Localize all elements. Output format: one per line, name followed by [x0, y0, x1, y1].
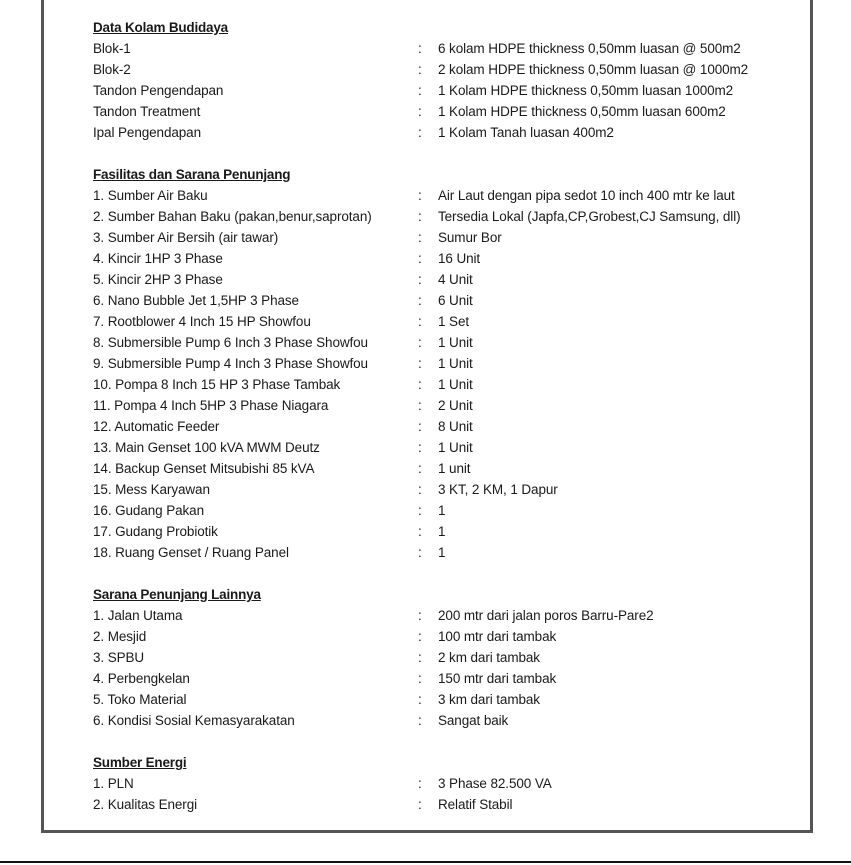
item-separator: :	[418, 776, 422, 791]
item-label: 2. Sumber Bahan Baku (pakan,benur,saprotan)	[93, 209, 372, 224]
item-value: 3 KT, 2 KM, 1 Dapur	[438, 482, 558, 497]
item-value: 1 Unit	[438, 377, 473, 392]
item-separator: :	[418, 608, 422, 623]
item-label: 6. Nano Bubble Jet 1,5HP 3 Phase	[93, 293, 299, 308]
document-content	[93, 17, 793, 836]
item-label: 13. Main Genset 100 kVA MWM Deutz	[93, 440, 320, 455]
item-value: 200 mtr dari jalan poros Barru-Pare2	[438, 608, 654, 623]
item-value: 1	[438, 524, 446, 539]
item-separator: :	[418, 272, 422, 287]
section-sarana-penunjang-lainnya	[93, 584, 793, 731]
item-separator: :	[418, 293, 422, 308]
list-item	[93, 290, 793, 311]
item-label: 7. Rootblower 4 Inch 15 HP Showfou	[93, 314, 311, 329]
page-divider	[0, 861, 851, 863]
item-label: 1. Jalan Utama	[93, 608, 183, 623]
item-separator: :	[418, 545, 422, 560]
item-value: Sangat baik	[438, 713, 509, 728]
section-heading: Sumber Energi	[93, 755, 187, 770]
list-item	[93, 668, 793, 689]
item-label: 14. Backup Genset Mitsubishi 85 kVA	[93, 461, 315, 476]
list-item	[93, 269, 793, 290]
item-label: 8. Submersible Pump 6 Inch 3 Phase Showfou	[93, 335, 368, 350]
list-item	[93, 689, 793, 710]
section-sumber-energi	[93, 752, 793, 815]
item-label: 5. Kincir 2HP 3 Phase	[93, 272, 223, 287]
item-value: 1 Kolam HDPE thickness 0,50mm luasan 600m2	[438, 104, 726, 119]
item-value: 3 km dari tambak	[438, 692, 540, 707]
item-value: 100 mtr dari tambak	[438, 629, 557, 644]
list-item	[93, 185, 793, 206]
item-label: 1. Sumber Air Baku	[93, 188, 208, 203]
list-item	[93, 710, 793, 731]
list-item	[93, 626, 793, 647]
item-value: Sumur Bor	[438, 230, 502, 245]
item-value: 8 Unit	[438, 419, 473, 434]
list-item	[93, 647, 793, 668]
item-label: 9. Submersible Pump 4 Inch 3 Phase Showfou	[93, 356, 368, 371]
item-label: 15. Mess Karyawan	[93, 482, 210, 497]
item-separator: :	[418, 461, 422, 476]
list-item	[93, 500, 793, 521]
item-value: 6 Unit	[438, 293, 473, 308]
item-label: 2. Mesjid	[93, 629, 147, 644]
item-value: 1 unit	[438, 461, 471, 476]
item-separator: :	[418, 650, 422, 665]
list-item	[93, 437, 793, 458]
section-heading: Data Kolam Budidaya	[93, 20, 228, 35]
section-data-kolam-budidaya	[93, 17, 793, 143]
item-separator: :	[418, 62, 422, 77]
item-label: 17. Gudang Probiotik	[93, 524, 218, 539]
item-label: 10. Pompa 8 Inch 15 HP 3 Phase Tambak	[93, 377, 341, 392]
item-value: Relatif Stabil	[438, 797, 513, 812]
item-separator: :	[418, 83, 422, 98]
list-item	[93, 479, 793, 500]
item-label: Ipal Pengendapan	[93, 125, 202, 140]
list-item	[93, 605, 793, 626]
item-value: 6 kolam HDPE thickness 0,50mm luasan @ 500m2	[438, 41, 741, 56]
item-separator: :	[418, 251, 422, 266]
item-separator: :	[418, 125, 422, 140]
section-heading: Fasilitas dan Sarana Penunjang	[93, 167, 291, 182]
item-value: 1 Kolam Tanah luasan 400m2	[438, 125, 614, 140]
item-value: 2 kolam HDPE thickness 0,50mm luasan @ 1000m2	[438, 62, 749, 77]
item-value: 1 Set	[438, 314, 470, 329]
item-value: 2 Unit	[438, 398, 473, 413]
list-item	[93, 101, 793, 122]
list-item	[93, 458, 793, 479]
item-label: Tandon Treatment	[93, 104, 201, 119]
list-item	[93, 59, 793, 80]
item-separator: :	[418, 797, 422, 812]
list-item	[93, 80, 793, 101]
item-separator: :	[418, 524, 422, 539]
item-separator: :	[418, 41, 422, 56]
item-label: 2. Kualitas Energi	[93, 797, 198, 812]
list-item	[93, 122, 793, 143]
list-item	[93, 227, 793, 248]
item-label: Blok-2	[93, 62, 131, 77]
item-label: 11. Pompa 4 Inch 5HP 3 Phase Niagara	[93, 398, 329, 413]
item-separator: :	[418, 356, 422, 371]
item-label: 6. Kondisi Sosial Kemasyarakatan	[93, 713, 295, 728]
item-separator: :	[418, 482, 422, 497]
item-label: 4. Kincir 1HP 3 Phase	[93, 251, 223, 266]
item-value: Tersedia Lokal (Japfa,CP,Grobest,CJ Samsung, dll)	[438, 209, 741, 224]
item-separator: :	[418, 209, 422, 224]
item-separator: :	[418, 377, 422, 392]
item-label: 1. PLN	[93, 776, 134, 791]
item-value: Air Laut dengan pipa sedot 10 inch 400 mtr ke laut	[438, 188, 735, 203]
item-label: 4. Perbengkelan	[93, 671, 190, 686]
item-label: 5. Toko Material	[93, 692, 187, 707]
list-item	[93, 521, 793, 542]
item-separator: :	[418, 335, 422, 350]
item-separator: :	[418, 692, 422, 707]
section-fasilitas-sarana-penunjang	[93, 164, 793, 563]
item-label: 3. Sumber Air Bersih (air tawar)	[93, 230, 279, 245]
list-item	[93, 395, 793, 416]
item-value: 3 Phase 82.500 VA	[438, 776, 552, 791]
list-item	[93, 542, 793, 563]
item-separator: :	[418, 713, 422, 728]
item-value: 1 Kolam HDPE thickness 0,50mm luasan 1000m2	[438, 83, 734, 98]
item-label: Tandon Pengendapan	[93, 83, 224, 98]
list-item	[93, 416, 793, 437]
item-separator: :	[418, 629, 422, 644]
item-separator: :	[418, 671, 422, 686]
item-value: 4 Unit	[438, 272, 473, 287]
item-label: 3. SPBU	[93, 650, 145, 665]
list-item	[93, 794, 793, 815]
item-separator: :	[418, 398, 422, 413]
list-item	[93, 332, 793, 353]
item-label: 12. Automatic Feeder	[93, 419, 220, 434]
item-separator: :	[418, 230, 422, 245]
item-separator: :	[418, 503, 422, 518]
item-separator: :	[418, 419, 422, 434]
item-label: 16. Gudang Pakan	[93, 503, 204, 518]
item-value: 1	[438, 503, 446, 518]
list-item	[93, 38, 793, 59]
list-item	[93, 248, 793, 269]
list-item	[93, 773, 793, 794]
list-item	[93, 311, 793, 332]
item-value: 1	[438, 545, 446, 560]
list-item	[93, 353, 793, 374]
item-separator: :	[418, 440, 422, 455]
item-value: 16 Unit	[438, 251, 481, 266]
item-value: 150 mtr dari tambak	[438, 671, 557, 686]
item-value: 1 Unit	[438, 356, 473, 371]
item-separator: :	[418, 314, 422, 329]
item-value: 1 Unit	[438, 440, 473, 455]
item-separator: :	[418, 188, 422, 203]
item-value: 1 Unit	[438, 335, 473, 350]
item-label: Blok-1	[93, 41, 131, 56]
item-label: 18. Ruang Genset / Ruang Panel	[93, 545, 289, 560]
item-value: 2 km dari tambak	[438, 650, 540, 665]
list-item	[93, 374, 793, 395]
section-heading: Sarana Penunjang Lainnya	[93, 587, 261, 602]
item-separator: :	[418, 104, 422, 119]
list-item	[93, 206, 793, 227]
